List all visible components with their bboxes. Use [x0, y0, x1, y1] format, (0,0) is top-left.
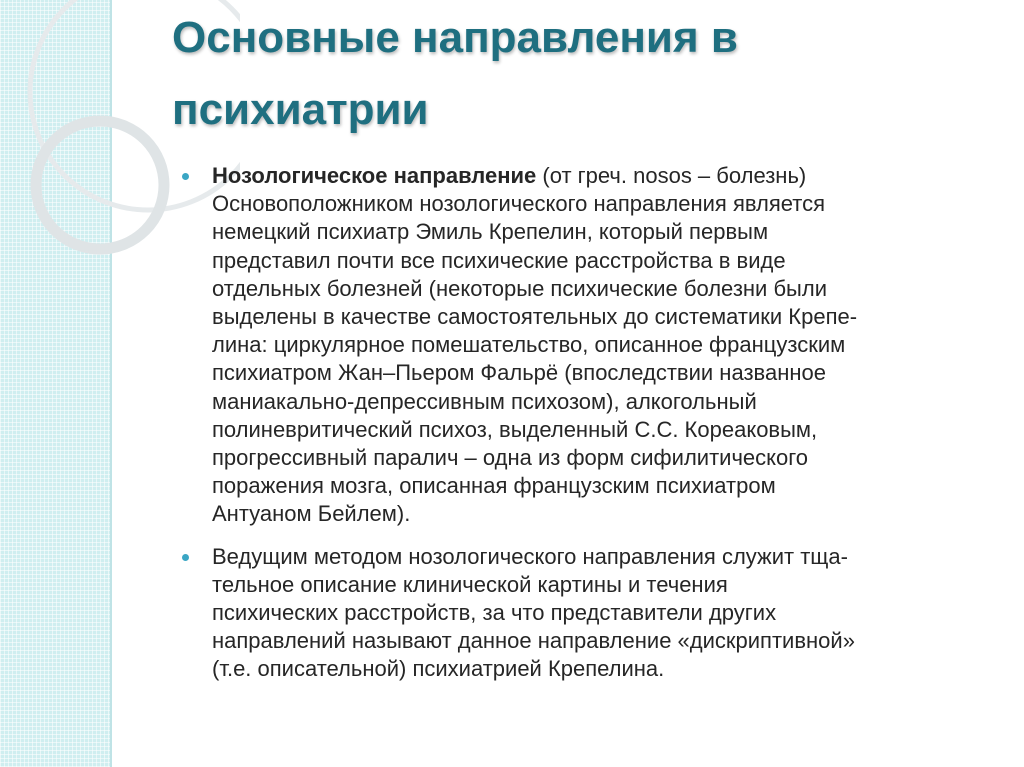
- bullet-term-rest: (от греч. nosos – болезнь): [536, 163, 807, 188]
- side-band-edge: [110, 0, 112, 767]
- bullet-dot-icon: [182, 554, 189, 561]
- bullet-line: полиневритический психоз, выделенный С.С. Кореаковым,: [212, 416, 818, 442]
- bullet-line: лина: циркулярное помешательство, описанное французским: [212, 332, 846, 358]
- bullet-line: Основоположником нозологического направления является: [212, 191, 826, 217]
- bullet-line: поражения мозга, описанная французским психиатром: [212, 473, 776, 499]
- bullet-line: (т.е. описательной) психиатрией Крепелина.: [212, 656, 665, 682]
- bullet-line: направлений называют данное направление «дискриптивной»: [212, 628, 855, 654]
- bullet-line: психиатром Жан–Пьером Фальрё (впоследствии названное: [212, 360, 826, 386]
- bullet-line: отдельных болезней (некоторые психические болезни были: [212, 275, 827, 301]
- bullet-line: маниакально-депрессивным психозом), алкогольный: [212, 388, 757, 414]
- bullet-line: психических расстройств, за что представители других: [212, 600, 777, 626]
- bullet-line: Ведущим методом нозологического направления служит тща-: [212, 543, 848, 569]
- bullet-line: немецкий психиатр Эмиль Крепелин, который первым: [212, 219, 769, 245]
- bullet-item-nosological: [180, 162, 990, 529]
- bullet-term: Нозологическое направление: [212, 163, 537, 188]
- bullet-line: выделены в качестве самостоятельных до систематики Крепе-: [212, 304, 858, 330]
- slide-title: Основные направления в психиатрии: [172, 13, 738, 134]
- bullet-line: прогрессивный паралич – одна из форм сифилитического: [212, 445, 809, 471]
- decorative-side-band: [0, 0, 112, 767]
- bullet-line: представил почти все психические расстройства в виде: [212, 247, 786, 273]
- bullet-line: тельное описание клинической картины и течения: [212, 571, 728, 597]
- bullet-item-method: [180, 543, 990, 684]
- bullet-first-line: [212, 162, 990, 190]
- bullet-dot-icon: [182, 173, 189, 180]
- bullet-list: [180, 162, 990, 698]
- bullet-line: Антуаном Бейлем).: [212, 501, 411, 527]
